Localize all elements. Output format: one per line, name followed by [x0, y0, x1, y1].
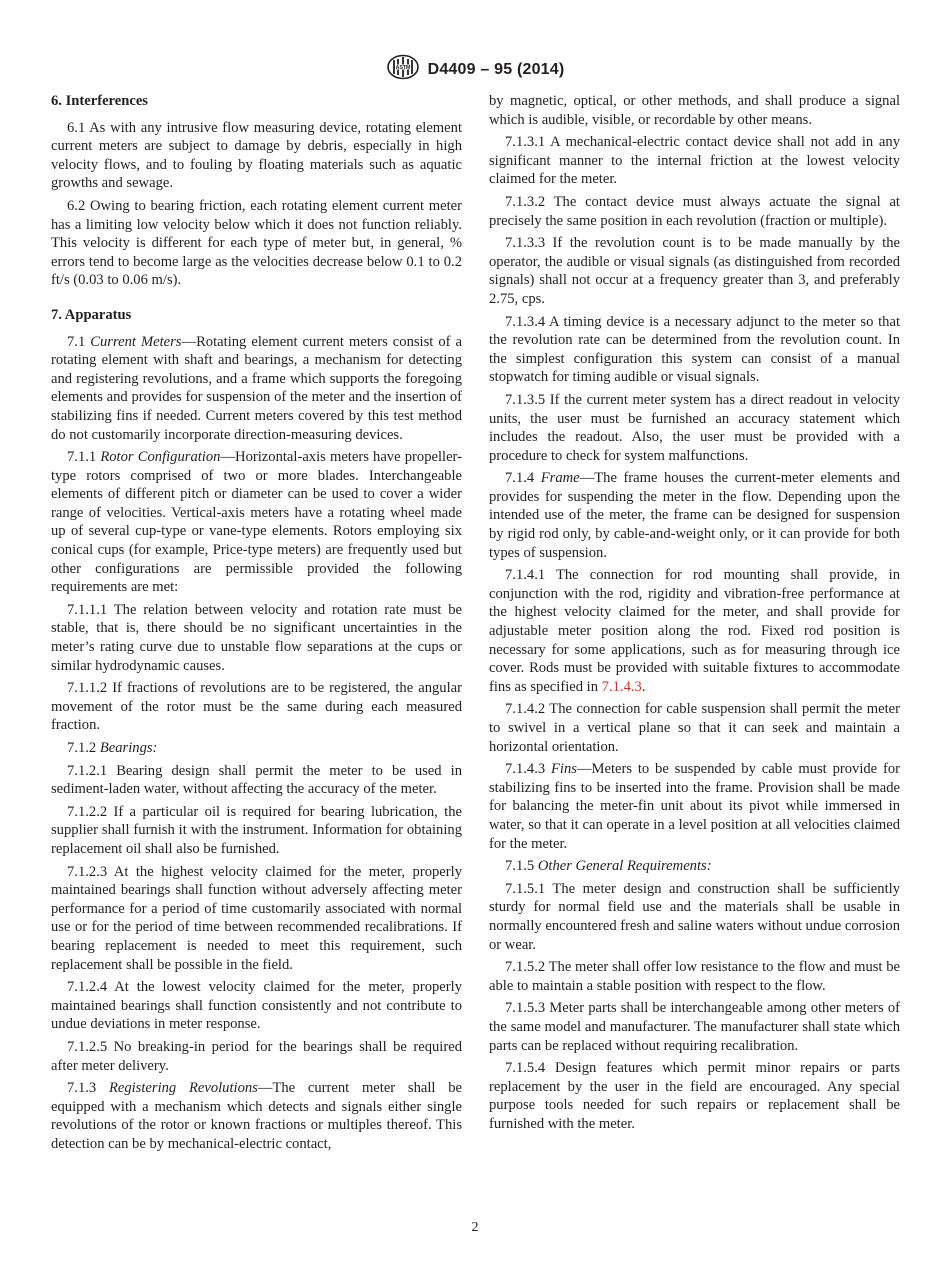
para-7-1-3-3: 7.1.3.3 If the revolution count is to be made manually by the operator, the audible or visual signals (as distinguished from recorded signals) shall not occur at a frequency greater than 3, and preferably 2.75, cps. — [489, 235, 900, 307]
para-7-1-5-4: 7.1.5.4 Design features which permit minor repairs or parts replacement by the user in the field are encouraged. Any special purpose tools needed for such repairs or replacement shall be furnished with the meter. — [489, 1060, 900, 1132]
right-column — [489, 92, 900, 1133]
para-7-1-1-2: 7.1.1.2 If fractions of revolutions are to be registered, the angular movement of the rotor must be the same during each measured fraction. — [51, 680, 462, 734]
para-7-1-3-1: 7.1.3.1 A mechanical-electric contact device shall not add in any significant manner to the internal friction at the lowest velocity claimed for the meter. — [489, 134, 900, 188]
para-7-1-4-1-text: 7.1.4.1 The connection for rod mounting shall provide, in conjunction with the rod, rigidity and vibration-free performance at the highest velocity claimed for the meter, and shall provide for adjustable meter position along the rod. Fixed rod position is necessary for some applications, such as for measuring through ice cover. Rods must be provided with suitable fixtures to accommodate fins as specified in — [489, 567, 900, 695]
para-7-1-title: Current Meters — [90, 333, 182, 350]
document-number: D4409 – 95 (2014) — [427, 60, 565, 78]
para-7-1-5-2: 7.1.5.2 The meter shall offer low resistance to the flow and must be able to maintain a stable position with respect to the flow. — [489, 959, 900, 994]
section-7-1-4-3-link[interactable]: 7.1.4.3 — [601, 678, 642, 695]
para-7-1-4-number: 7.1.4 — [505, 470, 541, 487]
para-7-1-4-2: 7.1.4.2 The connection for cable suspension shall permit the meter to swivel in a vertical plane so that it can seek and maintain a horizontal orientation. — [489, 701, 900, 755]
para-7-1-2-title: Bearings: — [99, 740, 158, 756]
para-7-1-3-text: —The current meter shall be equipped with a mechanism which detects and signals either single revolutions of the rotor or known fractions or multiples thereof. This detection can be by mechanical-electric contact, — [51, 1080, 462, 1152]
para-7-1-4-text: —The frame houses the current-meter elements and provides for suspending the meter in the flow. Depending upon the intended use of the meter, the frame can be designed for suspension by rigid rod only, by cable-and-weight only, or it can provide for both types of suspension. — [489, 470, 900, 561]
para-7-1-3-5: 7.1.3.5 If the current meter system has a direct readout in velocity units, the user must be furnished an accuracy statement which includes the readout. Also, the user must be provided with a procedure to check for system malfunctions. — [489, 391, 900, 464]
para-7-1-2-5: 7.1.2.5 No breaking-in period for the bearings shall be required after meter delivery. — [51, 1038, 462, 1074]
para-7-1-2 — [51, 739, 462, 758]
para-7-1-4-title: Frame — [540, 470, 580, 487]
para-7-1-4-3 — [489, 760, 900, 853]
para-7-1-3-continued: by magnetic, optical, or other methods, and shall produce a signal which is audible, visible, or recordable by other means. — [489, 93, 900, 128]
para-7-1-3-title: Registering Revolutions — [108, 1080, 258, 1097]
para-7-1-5-number: 7.1.5 — [505, 858, 538, 875]
section-7-heading: 7. Apparatus — [51, 306, 132, 323]
para-7-1-3-4: 7.1.3.4 A timing device is a necessary adjunct to the meter so that the revolution rate can be determined from the revolution count. In the simplest configuration this system can consist of a manual stopwatch for timing audible or visual signals. — [489, 313, 900, 386]
para-7-1-4-3-title: Fins — [550, 761, 577, 778]
para-7-1-5-3: 7.1.5.3 Meter parts shall be interchangeable among other meters of the same model and manufacturer. The manufacturer shall state which parts can be replaced without requiring recalibration. — [489, 1000, 900, 1054]
para-7-1-5-title: Other General Requirements: — [537, 858, 712, 875]
para-7-1-3-number: 7.1.3 — [67, 1080, 109, 1097]
para-7-1-4-1 — [489, 566, 900, 696]
para-7-1-1-1: 7.1.1.1 The relation between velocity and rotation rate must be stable, that is, there should be no significant uncertainties in the meter’s rating curve due to unstable flow separations at the cups or similar hydrodynamic causes. — [51, 601, 462, 674]
left-column — [51, 92, 462, 1153]
para-7-1-4-3-text: —Meters to be suspended by cable must provide for stabilizing fins to be inserted into the frame. Provision shall be made for balancing the meter-fin unit about its pivot while immersed in water, so that it can operate in a level position at all velocities claimed for the meter. — [489, 761, 900, 852]
para-7-1-2-4: 7.1.2.4 At the lowest velocity claimed for the meter, properly maintained bearings shall function consistently and not contribute to undue deviations in meter response. — [51, 979, 462, 1033]
section-6-heading: 6. Interferences — [51, 93, 148, 109]
para-6-2: 6.2 Owing to bearing friction, each rotating element current meter has a limiting low velocity below which it does not function reliably. This velocity is different for each type of meter but, in general, % errors tend to become large as the velocities decrease below 0.1 to 0.2 ft/s (0.03 to 0.06 m/s). — [51, 197, 462, 289]
para-7-1-2-3: 7.1.2.3 At the highest velocity claimed for the meter, properly maintained bearings shall function without adversely affecting meter performance for a period of time customarily associated with normal use or for the period of time between recommended recalibrations. If bearing replacement is needed to meet this requirement, such replacement shall be possible in the field. — [51, 863, 462, 973]
para-7-1-1-text: —Horizontal-axis meters have propeller-type rotors comprised of two or more blades. Interchangeable elements of different pitch or diameter can be used to cover a wider range of velocities. Vertical-axis meters have a rotating wheel made up of several cup-type or vane-type elements. Rotors employing six conical cups (for example, Price-type meters) are frequently used but other configurations are permissible provided the following requirements are met: — [51, 449, 462, 596]
svg-text:ASTM: ASTM — [395, 65, 410, 71]
page-number: 2 — [471, 1220, 479, 1235]
para-7-1-1 — [51, 448, 462, 597]
para-7-1-2-number: 7.1.2 — [67, 740, 100, 756]
para-7-1-3 — [51, 1079, 462, 1153]
para-7-1-2-1: 7.1.2.1 Bearing design shall permit the meter to be used in sediment-laden water, without affecting the accuracy of the meter. — [51, 762, 462, 798]
para-7-1-4 — [489, 469, 900, 562]
para-7-1-5 — [489, 857, 900, 876]
para-7-1-number: 7.1 — [67, 333, 91, 350]
para-7-1-text: —Rotating element current meters consist of a rotating element with shaft and bearings, a mechanism for detecting and registering revolutions, and a frame which supports the foregoing elements and provides for suspension of the meter and the insertion of stabilizing fins if needed. Current meters covered by this test method do not customarily incorporate direction-measuring devices. — [51, 333, 462, 443]
para-7-1-4-1-end: . — [641, 678, 646, 695]
page-header — [0, 54, 950, 85]
para-7-1-1-number: 7.1.1 — [67, 449, 101, 466]
para-7-1-4-3-number: 7.1.4.3 — [505, 761, 551, 778]
astm-logo-icon — [386, 54, 420, 85]
para-7-1-2-2: 7.1.2.2 If a particular oil is required for bearing lubrication, the supplier shall furnish it with the instrument. Information for obtaining replacement oil shall also be furnished. — [51, 803, 462, 857]
para-7-1-1-title: Rotor Configuration — [100, 449, 221, 466]
para-6-1: 6.1 As with any intrusive flow measuring device, rotating element current meters are subject to damage by debris, especially in high velocity flows, and to fouling by floating materials such as aquatic growths and sewage. — [51, 119, 462, 192]
para-7-1 — [51, 333, 462, 445]
para-7-1-5-1: 7.1.5.1 The meter design and construction shall be sufficiently sturdy for normal field use and the materials shall be usable in normally encountered fresh and saline waters without undue corrosion or wear. — [489, 880, 900, 953]
para-7-1-3-2: 7.1.3.2 The contact device must always actuate the signal at precisely the same position in each revolution (fraction or multiple). — [489, 193, 900, 229]
